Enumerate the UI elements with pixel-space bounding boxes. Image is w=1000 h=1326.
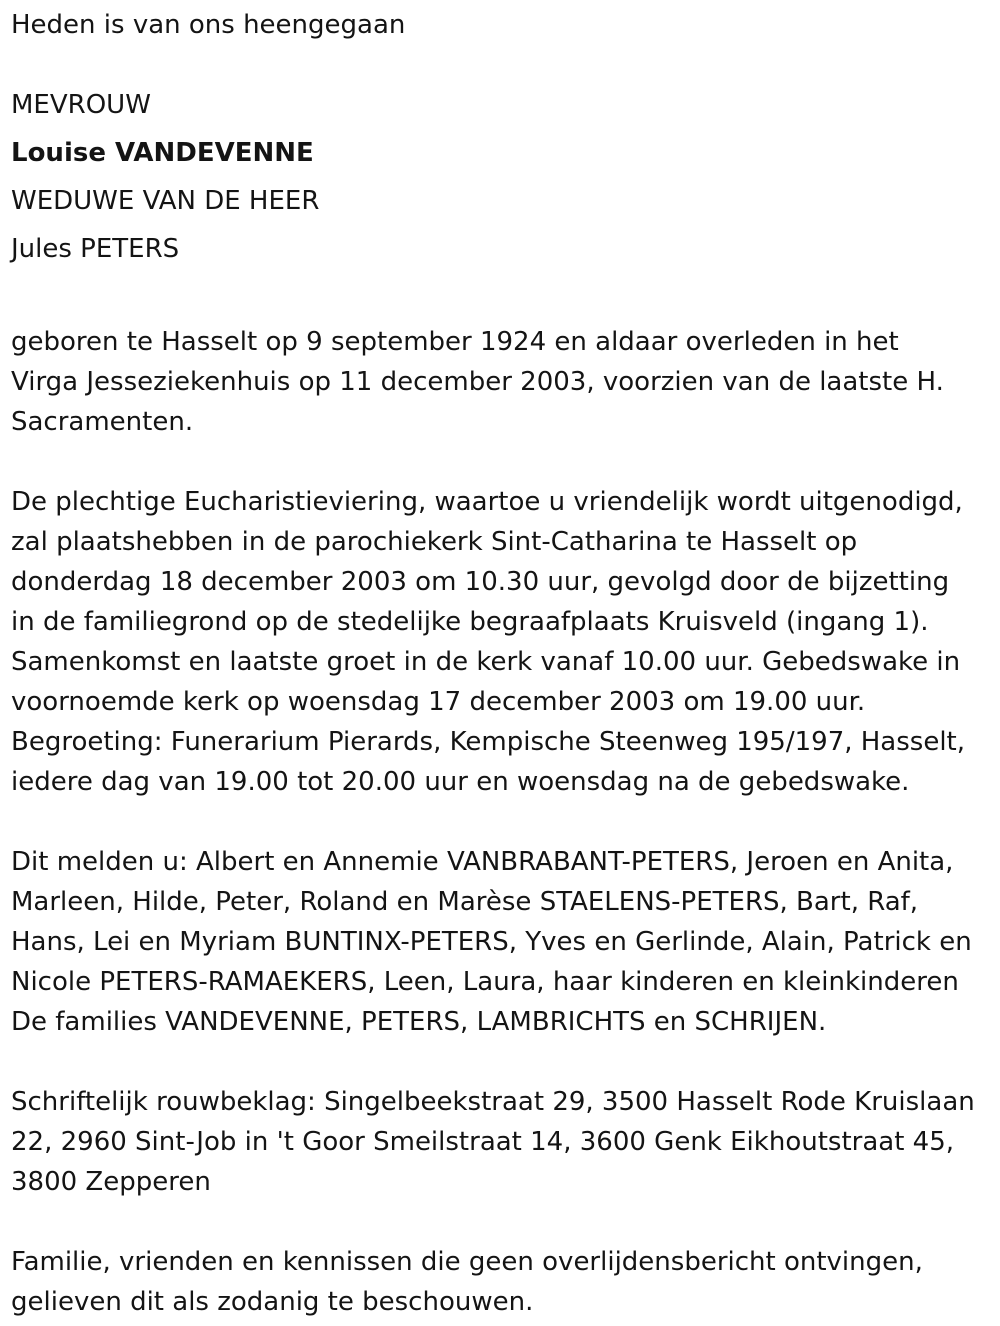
text-line: Sacramenten. [11, 407, 194, 437]
text-line: De families VANDEVENNE, PETERS, LAMBRICHTS en SCHRIJEN. [11, 1007, 827, 1037]
text-line: Marleen, Hilde, Peter, Roland en Marèse STAELENS-PETERS, Bart, Raf, [11, 887, 919, 917]
text-line: voornoemde kerk op woensdag 17 december 2003 om 19.00 uur. [11, 687, 866, 717]
text-line: Samenkomst en laatste groet in de kerk vanaf 10.00 uur. Gebedswake in [11, 647, 961, 677]
obituary-header [11, 0, 996, 273]
text-line: Nicole PETERS-RAMAEKERS, Leen, Laura, haar kinderen en kleinkinderen [11, 967, 959, 997]
paragraph-birth-death [11, 322, 996, 442]
paragraph-notice [11, 1242, 996, 1322]
deceased-name: Louise VANDEVENNE [11, 138, 314, 168]
text-line: in de familiegrond op de stedelijke begraafplaats Kruisveld (ingang 1). [11, 607, 929, 637]
text-line: Schriftelijk rouwbeklag: Singelbeekstraat 29, 3500 Hasselt Rode Kruislaan [11, 1087, 975, 1117]
relation-line: WEDUWE VAN DE HEER [11, 186, 320, 216]
text-line: Familie, vrienden en kennissen die geen overlijdensbericht ontvingen, [11, 1247, 923, 1277]
text-line: De plechtige Eucharistieviering, waartoe u vriendelijk wordt uitgenodigd, [11, 487, 963, 517]
text-line: gelieven dit als zodanig te beschouwen. [11, 1287, 534, 1317]
text-line: Dit melden u: Albert en Annemie VANBRABANT-PETERS, Jeroen en Anita, [11, 847, 954, 877]
paragraph-condolences [11, 1082, 996, 1202]
spouse-name: Jules PETERS [11, 234, 180, 264]
paragraph-ceremony [11, 482, 996, 802]
text-line: Hans, Lei en Myriam BUNTINX-PETERS, Yves en Gerlinde, Alain, Patrick en [11, 927, 972, 957]
text-line: donderdag 18 december 2003 om 10.30 uur, gevolgd door de bijzetting [11, 567, 950, 597]
intro-line: Heden is van ons heengegaan [11, 10, 406, 40]
text-line: zal plaatshebben in de parochiekerk Sint-Catharina te Hasselt op [11, 527, 858, 557]
title-line: MEVROUW [11, 90, 151, 120]
text-line: 3800 Zepperen [11, 1167, 211, 1197]
paragraph-family [11, 842, 996, 1042]
obituary-document [11, 0, 996, 1322]
text-line: 22, 2960 Sint-Job in 't Goor Smeilstraat 14, 3600 Genk Eikhoutstraat 45, [11, 1127, 954, 1157]
text-line: geboren te Hasselt op 9 september 1924 en aldaar overleden in het [11, 327, 899, 357]
text-line: iedere dag van 19.00 tot 20.00 uur en woensdag na de gebedswake. [11, 767, 910, 797]
text-line: Begroeting: Funerarium Pierards, Kempische Steenweg 195/197, Hasselt, [11, 727, 966, 757]
text-line: Virga Jesseziekenhuis op 11 december 2003, voorzien van de laatste H. [11, 367, 944, 397]
